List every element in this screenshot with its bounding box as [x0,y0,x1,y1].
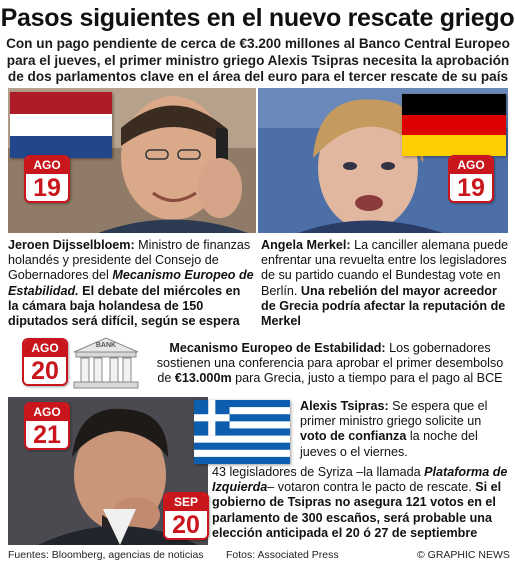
date-badge-tsipras: AGO 21 [24,402,70,450]
page-subtitle: Con un pago pendiente de cerca de €3.200 millones al Banco Central Europeo para el jueves, el primer ministro griego Alexis Tsipras necesita la aprobación de dos parlamentos clave en el área del euro para el tercer rescate de su país [6,36,510,84]
flag-netherlands-icon [10,92,112,158]
text-merkel: Angela Merkel: La canciller alemana puede enfrentar una revuelta entre los legisladores de su partido cuando el Bundestag vote en Berlín. Una rebelión del mayor acreedor de Grecia podría afectar la reputación de Merkel [261,238,509,329]
footer-credit: © GRAPHIC NEWS [417,549,510,561]
bank-label: BANK [95,342,117,349]
footer-sources: Fuentes: Bloomberg, agencias de noticias [8,549,204,561]
flag-greece-icon [194,400,290,464]
flag-germany-icon [402,94,506,156]
date-badge-merkel: AGO 19 [448,155,494,203]
text-dijsselbloem: Jeroen Dijsselbloem: Ministro de finanzas holandés y presidente del Consejo de Gobernadores del Mecanismo Europeo de Estabilidad. El debate del miércoles en la cámara baja holandesa de 150 diputados será difícil, según se espera [8,238,254,329]
text-syriza: 43 legisladores de Syriza –la llamada Plataforma de Izquierda– votaron contra le pacto de rescate. Si el gobierno de Tsipras no asegura 121 votos en el parlamento de 300 escaños, será probable una elección anticipada el 20 ó 27 de septiembre [212,465,508,540]
bank-icon [72,336,140,390]
date-badge-dijsselbloem: AGO 19 [24,155,70,203]
page-title: Pasos siguientes en el nuevo rescate griego [0,4,515,32]
text-tsipras: Alexis Tsipras: Se espera que el primer ministro griego solicite un voto de confianza la noche del jueves o el viernes. [300,399,488,459]
footer-photos: Fotos: Associated Press [226,549,339,561]
date-badge-election: SEP 20 [163,492,209,540]
date-badge-esm: AGO 20 [22,338,68,386]
text-esm: Mecanismo Europeo de Estabilidad: Los gobernadores sostienen una conferencia para aprobar el primer desembolso de €13.000m para Grecia, justo a tiempo para el pago al BCE [156,341,504,386]
